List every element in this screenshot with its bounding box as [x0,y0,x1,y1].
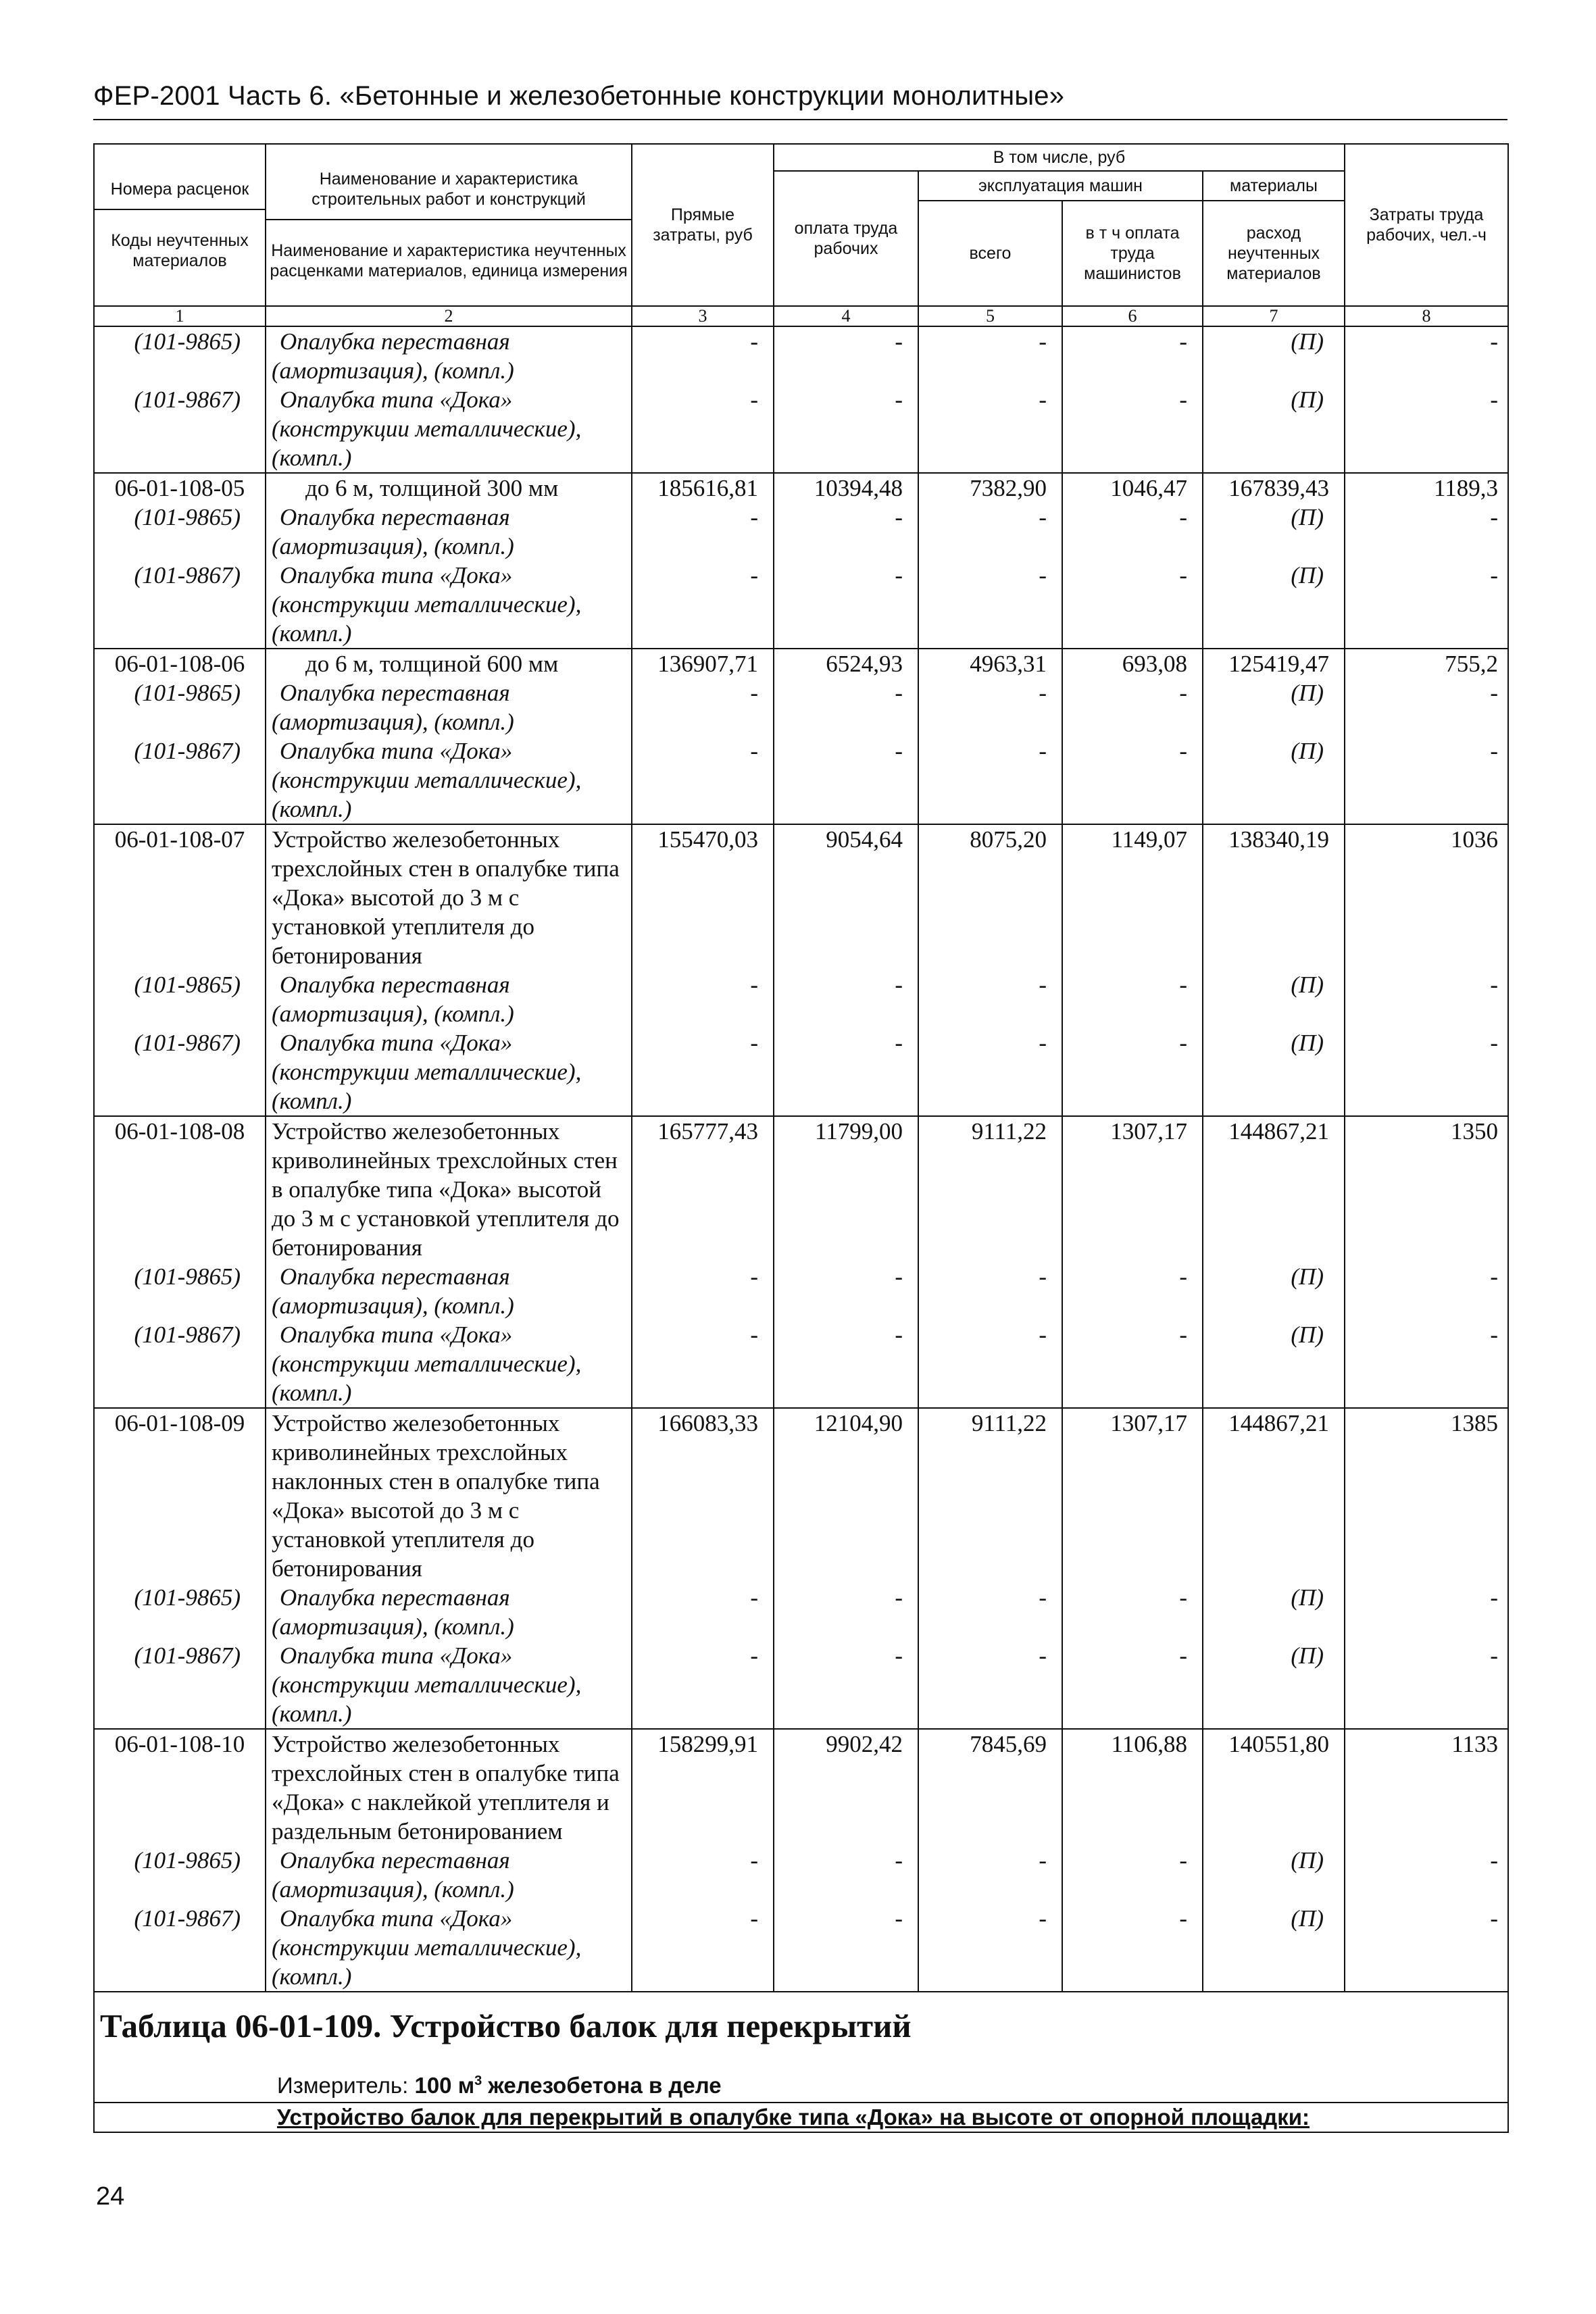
labor-hours: - [1345,1904,1508,1992]
work-name-line: (амортизация), (компл.) [272,533,514,559]
table-body [94,326,1508,1992]
direct-cost: - [632,385,774,473]
machinist-pay: - [1062,1846,1203,1904]
materials-value: (П) [1203,561,1345,649]
running-header: ФЕР-2001 Часть 6. «Бетонные и железобетонные конструкции монолитные» [93,81,1065,111]
rate-code: 06-01-108-05 [94,473,266,503]
header-col2-upper: Наименование и характеристика строительных работ и конструкций [266,169,631,220]
work-name-line: Опалубка типа «Дока» [280,1642,513,1669]
material-row [94,1028,1508,1116]
rate-row [94,1729,1508,1846]
rate-code: (101-9865) [94,1262,266,1320]
rate-code: (101-9867) [94,1028,266,1116]
materials-value: (П) [1203,1641,1345,1729]
work-name-line: бетонирования [272,942,422,969]
labor-hours: - [1345,736,1508,824]
labor-hours: 1189,3 [1345,473,1508,503]
work-name-line: до 6 м, толщиной 300 мм [305,475,559,501]
direct-cost: - [632,561,774,649]
material-row [94,503,1508,561]
work-name-line: (компл.) [272,1088,352,1114]
machine-total: 4963,31 [918,649,1062,678]
machinist-pay: 693,08 [1062,649,1203,678]
work-name-line: (компл.) [272,796,352,822]
materials-value: (П) [1203,1262,1345,1320]
machine-total: 9111,22 [918,1408,1062,1583]
rate-code: 06-01-108-10 [94,1729,266,1846]
work-name [266,824,632,970]
machinist-pay: 1307,17 [1062,1116,1203,1262]
labor-pay: 9054,64 [774,824,918,970]
labor-hours: - [1345,1846,1508,1904]
work-name-line: Опалубка переставная [280,1263,510,1290]
labor-pay: - [774,326,918,385]
machinist-pay: 1149,07 [1062,824,1203,970]
work-name [266,678,632,736]
rate-code: 06-01-108-07 [94,824,266,970]
work-name [266,385,632,473]
measure-sup: 3 [474,2073,482,2088]
machinist-pay: - [1062,1904,1203,1992]
labor-pay: - [774,1641,918,1729]
labor-hours: - [1345,326,1508,385]
work-name-line: Опалубка типа «Дока» [280,1322,513,1348]
machinist-pay: - [1062,678,1203,736]
rate-code: (101-9865) [94,503,266,561]
page-number: 24 [96,2182,125,2211]
direct-cost: - [632,1641,774,1729]
machine-total: - [918,503,1062,561]
work-name-line: бетонирования [272,1234,422,1261]
work-name-line: до 3 м с установкой утеплителя до [272,1205,620,1232]
direct-cost: - [632,1028,774,1116]
direct-cost: 185616,81 [632,473,774,503]
work-name-line: Опалубка переставная [280,972,510,998]
labor-pay: - [774,503,918,561]
work-name-line: наклонных стен в опалубке типа [272,1468,600,1494]
labor-hours: 1385 [1345,1408,1508,1583]
work-name-line: Устройство железобетонных [272,1731,560,1757]
work-name-line: «Дока» высотой до 3 м с [272,884,520,911]
work-name-line: трехслойных стен в опалубке типа [272,1760,620,1786]
work-name-line: (компл.) [272,620,352,647]
work-name-line: (амортизация), (компл.) [272,1292,514,1319]
work-name-line: (конструкции металлические), [272,591,582,618]
measure-value-text: 100 м [414,2073,475,2098]
labor-hours: - [1345,1028,1508,1116]
labor-pay: - [774,1904,918,1992]
work-name [266,1729,632,1846]
materials-value: (П) [1203,970,1345,1028]
rate-code: 06-01-108-06 [94,649,266,678]
col-number: 2 [266,306,632,326]
work-name-line: Опалубка переставная [280,1847,510,1873]
direct-cost: - [632,736,774,824]
labor-pay: - [774,736,918,824]
labor-hours: 1350 [1345,1116,1508,1262]
work-name-line: «Дока» высотой до 3 м с [272,1497,520,1524]
machinist-pay: - [1062,1320,1203,1408]
labor-hours: - [1345,1262,1508,1320]
rate-row [94,824,1508,970]
labor-hours: - [1345,970,1508,1028]
machine-total: 7845,69 [918,1729,1062,1846]
work-name [266,1320,632,1408]
work-name [266,1116,632,1262]
rate-code: (101-9865) [94,678,266,736]
materials-value: 140551,80 [1203,1729,1345,1846]
machine-total: - [918,1641,1062,1729]
measure-rest: железобетона в деле [488,2073,722,2098]
material-row [94,1846,1508,1904]
machine-total: - [918,1583,1062,1641]
rate-code: (101-9867) [94,736,266,824]
machine-total: - [918,1262,1062,1320]
work-name-line: бетонирования [272,1555,422,1582]
rate-code: 06-01-108-08 [94,1116,266,1262]
work-name-line: Опалубка переставная [280,328,510,355]
work-name-line: (конструкции металлические), [272,416,582,442]
direct-cost: - [632,1583,774,1641]
work-name-line: (компл.) [272,1380,352,1406]
labor-pay: - [774,385,918,473]
labor-hours: - [1345,1320,1508,1408]
header-col7: расход неучтенных материалов [1203,201,1345,306]
rate-code: (101-9867) [94,561,266,649]
header-machines: эксплуатация машин [918,171,1203,201]
material-row [94,326,1508,385]
work-name [266,970,632,1028]
labor-hours: 755,2 [1345,649,1508,678]
rate-row [94,473,1508,503]
work-name-line: (компл.) [272,1963,352,1990]
col-number: 3 [632,306,774,326]
material-row [94,1320,1508,1408]
labor-hours: - [1345,678,1508,736]
work-name [266,649,632,678]
machine-total: 7382,90 [918,473,1062,503]
work-name-line: (конструкции металлические), [272,767,582,793]
labor-pay: - [774,1320,918,1408]
machine-total: 9111,22 [918,1116,1062,1262]
direct-cost: 136907,71 [632,649,774,678]
material-row [94,1904,1508,1992]
work-name-line: Опалубка переставная [280,680,510,706]
rate-code: (101-9865) [94,326,266,385]
labor-pay: 6524,93 [774,649,918,678]
work-name-line: Устройство железобетонных [272,826,560,853]
machinist-pay: - [1062,1641,1203,1729]
rate-code: (101-9865) [94,970,266,1028]
machine-total: - [918,326,1062,385]
machinist-pay: - [1062,385,1203,473]
col-number: 4 [774,306,918,326]
measure-line [95,2060,1507,2102]
header-including: В том числе, руб [774,144,1345,171]
work-name [266,1408,632,1583]
direct-cost: 165777,43 [632,1116,774,1262]
work-name-line: Опалубка типа «Дока» [280,738,513,764]
direct-cost: - [632,1320,774,1408]
materials-value: (П) [1203,1320,1345,1408]
rates-table [93,143,1509,2133]
work-name-line: Устройство железобетонных [272,1410,560,1436]
work-name-line: Опалубка типа «Дока» [280,1030,513,1056]
header-col1-upper: Номера расценок [95,179,265,210]
col-number: 1 [94,306,266,326]
work-name-line: (компл.) [272,445,352,471]
measure-label: Измеритель: [277,2073,409,2098]
column-numbers-row [94,306,1508,326]
machinist-pay: - [1062,1028,1203,1116]
materials-value: (П) [1203,326,1345,385]
rate-row [94,1408,1508,1583]
material-row [94,385,1508,473]
work-name [266,1262,632,1320]
machinist-pay: - [1062,503,1203,561]
machine-total: - [918,1028,1062,1116]
work-name-line: (амортизация), (компл.) [272,1001,514,1027]
direct-cost: - [632,503,774,561]
direct-cost: - [632,678,774,736]
machinist-pay: - [1062,1583,1203,1641]
work-name-line: (конструкции металлические), [272,1351,582,1377]
work-name-line: (амортизация), (компл.) [272,1613,514,1640]
header-col2 [266,144,632,306]
direct-cost: - [632,1262,774,1320]
machinist-pay: - [1062,970,1203,1028]
work-name [266,1641,632,1729]
direct-cost: - [632,326,774,385]
work-name-line: (амортизация), (компл.) [272,709,514,735]
rate-code: (101-9867) [94,385,266,473]
work-name-line: (конструкции металлические), [272,1059,582,1085]
work-name-line: до 6 м, толщиной 600 мм [305,651,559,677]
col-number: 8 [1345,306,1508,326]
material-row [94,736,1508,824]
labor-hours: - [1345,561,1508,649]
machine-total: 8075,20 [918,824,1062,970]
labor-pay: 12104,90 [774,1408,918,1583]
work-name [266,1846,632,1904]
header-materials: материалы [1203,171,1345,201]
header-col3: Прямые затраты, руб [632,144,774,306]
material-row [94,561,1508,649]
work-name [266,1583,632,1641]
work-name-line: криволинейных трехслойных стен [272,1147,618,1174]
measure-value [414,2073,721,2098]
materials-value: 167839,43 [1203,473,1345,503]
labor-pay: - [774,1028,918,1116]
direct-cost: - [632,970,774,1028]
materials-value: 125419,47 [1203,649,1345,678]
material-row [94,678,1508,736]
work-name [266,561,632,649]
work-name-line: раздельным бетонированием [272,1818,563,1844]
material-row [94,1262,1508,1320]
material-row [94,1583,1508,1641]
labor-pay: - [774,678,918,736]
machinist-pay: - [1062,736,1203,824]
rate-code: (101-9867) [94,1320,266,1408]
section-title: Таблица 06-01-109. Устройство балок для перекрытий [100,2007,912,2044]
work-name-line: в опалубке типа «Дока» высотой [272,1176,601,1203]
materials-value: 144867,21 [1203,1116,1345,1262]
materials-value: (П) [1203,678,1345,736]
materials-value: 144867,21 [1203,1408,1345,1583]
header-col4: оплата труда рабочих [774,171,918,306]
direct-cost: - [632,1904,774,1992]
machinist-pay: 1046,47 [1062,473,1203,503]
labor-hours: 1036 [1345,824,1508,970]
labor-pay: 9902,42 [774,1729,918,1846]
direct-cost: 158299,91 [632,1729,774,1846]
labor-hours: - [1345,503,1508,561]
labor-pay: - [774,1262,918,1320]
machine-total: - [918,1846,1062,1904]
header-col1 [94,144,266,306]
section-cell [94,1992,1508,2132]
machine-total: - [918,678,1062,736]
work-name-line: криволинейных трехслойных [272,1439,568,1465]
labor-pay: 10394,48 [774,473,918,503]
machine-total: - [918,561,1062,649]
machine-total: - [918,1904,1062,1992]
machine-total: - [918,1320,1062,1408]
machinist-pay: 1307,17 [1062,1408,1203,1583]
header-col8: Затраты труда рабочих, чел.-ч [1345,144,1508,306]
work-name-line: (конструкции металлические), [272,1671,582,1698]
work-name-line: Устройство железобетонных [272,1118,560,1145]
machinist-pay: - [1062,326,1203,385]
labor-hours: 1133 [1345,1729,1508,1846]
work-name [266,736,632,824]
work-name-line: установкой утеплителя до [272,913,534,940]
header-col1-lower: Коды неучтенных материалов [111,231,249,270]
col-number: 5 [918,306,1062,326]
work-name [266,503,632,561]
work-name-line: Опалубка типа «Дока» [280,1905,513,1932]
labor-pay: 11799,00 [774,1116,918,1262]
rate-code: 06-01-108-09 [94,1408,266,1583]
materials-value: (П) [1203,1028,1345,1116]
machinist-pay: - [1062,1262,1203,1320]
materials-value: (П) [1203,1583,1345,1641]
header-rule [93,119,1507,120]
work-name-line: (компл.) [272,1701,352,1727]
section-body [94,1992,1508,2132]
labor-pay: - [774,970,918,1028]
rate-code: (101-9865) [94,1846,266,1904]
work-name [266,1904,632,1992]
header-col2-lower: Наименование и характеристика неучтенных расценками материалов, единица измерения [270,241,628,280]
header-col6: в т ч оплата труда машинистов [1062,201,1203,306]
work-name [266,1028,632,1116]
rate-row [94,649,1508,678]
labor-hours: - [1345,1641,1508,1729]
rate-code: (101-9867) [94,1904,266,1992]
work-name-line: «Дока» с наклейкой утеплителя и [272,1789,609,1815]
labor-pay: - [774,561,918,649]
material-row [94,970,1508,1028]
work-name-line: (амортизация), (компл.) [272,1876,514,1903]
rate-code: (101-9867) [94,1641,266,1729]
rate-code: (101-9865) [94,1583,266,1641]
machinist-pay: 1106,88 [1062,1729,1203,1846]
header-col5: всего [918,201,1062,306]
labor-hours: - [1345,385,1508,473]
direct-cost: 166083,33 [632,1408,774,1583]
machine-total: - [918,385,1062,473]
work-name-line: установкой утеплителя до [272,1526,534,1553]
machine-total: - [918,970,1062,1028]
work-name-line: Опалубка переставная [280,504,510,530]
work-name-line: Опалубка переставная [280,1584,510,1611]
materials-value: 138340,19 [1203,824,1345,970]
work-name-line: Опалубка типа «Дока» [280,386,513,413]
work-name-line: Опалубка типа «Дока» [280,562,513,588]
col-number: 6 [1062,306,1203,326]
labor-hours: - [1345,1583,1508,1641]
rate-row [94,1116,1508,1262]
work-name [266,326,632,385]
work-name [266,473,632,503]
col-number: 7 [1203,306,1345,326]
material-row [94,1641,1508,1729]
work-name-line: (конструкции металлические), [272,1934,582,1961]
direct-cost: 155470,03 [632,824,774,970]
work-name-line: трехслойных стен в опалубке типа [272,855,620,882]
materials-value: (П) [1203,1846,1345,1904]
labor-pay: - [774,1846,918,1904]
section-subheading: Устройство балок для перекрытий в опалубке типа «Дока» на высоте от опорной площадки: [95,2102,1507,2132]
direct-cost: - [632,1846,774,1904]
labor-pay: - [774,1583,918,1641]
materials-value: (П) [1203,385,1345,473]
machine-total: - [918,736,1062,824]
materials-value: (П) [1203,1904,1345,1992]
work-name-line: (амортизация), (компл.) [272,357,514,384]
materials-value: (П) [1203,503,1345,561]
machinist-pay: - [1062,561,1203,649]
materials-value: (П) [1203,736,1345,824]
